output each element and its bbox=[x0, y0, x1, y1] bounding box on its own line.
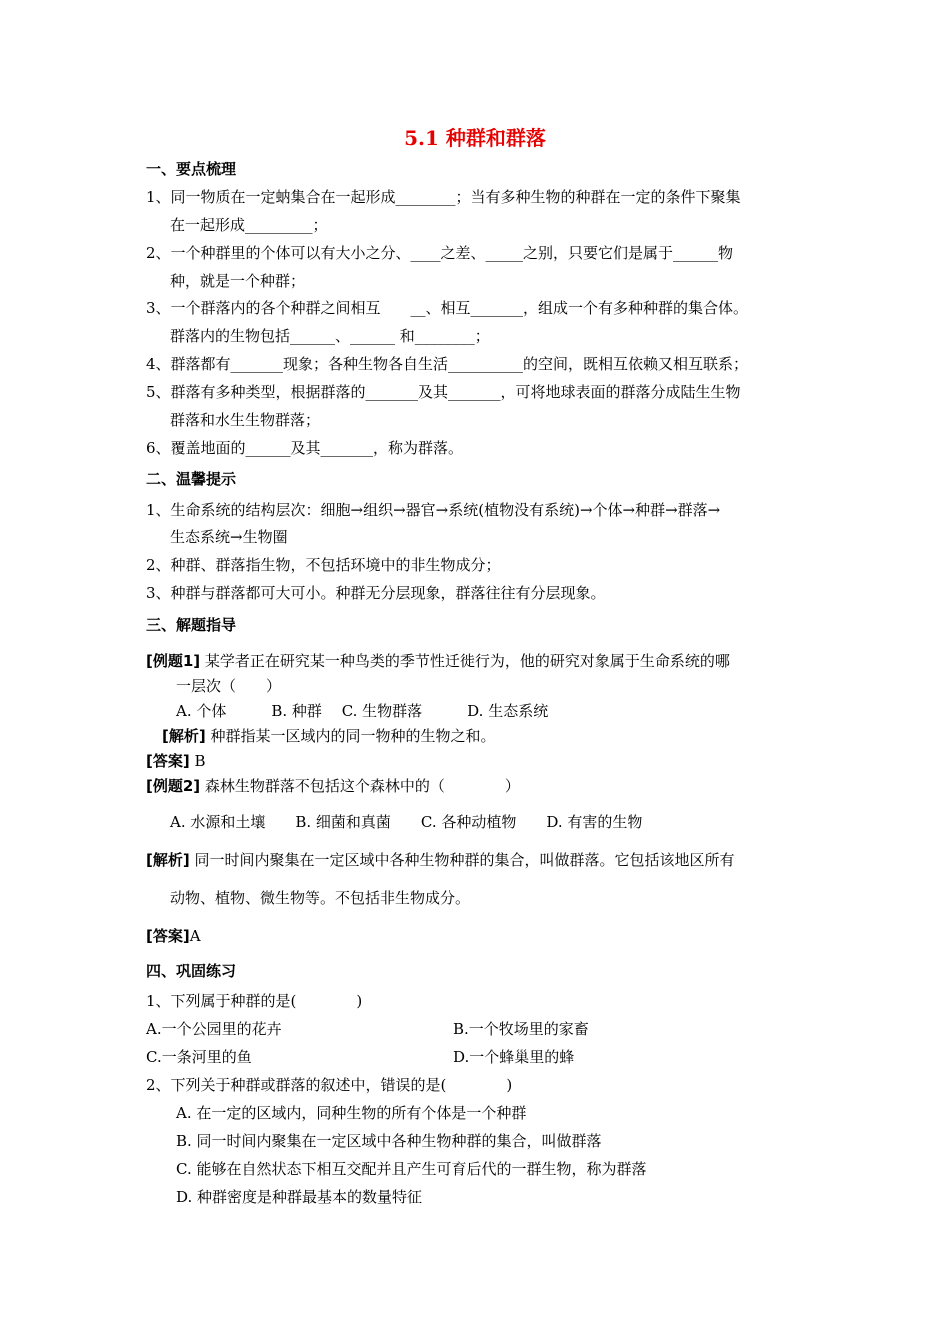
text-line: 一层次（ ） bbox=[176, 677, 282, 695]
options-line: A. 个体 B. 种群 C. 生物群落 D. 生态系统 bbox=[176, 702, 549, 720]
text-line: 3、种群与群落都可大可小。种群无分层现象，群落往往有分层现象。 bbox=[146, 584, 606, 602]
option-c: C.一条河里的鱼 bbox=[146, 1048, 252, 1066]
option-a: A. 在一定的区域内，同种生物的所有个体是一个种群 bbox=[176, 1104, 527, 1122]
option-a: A.一个公园里的花卉 bbox=[146, 1020, 282, 1038]
question-1: 1、下列属于种群的是( ) bbox=[146, 992, 363, 1010]
text-line: 种，就是一个种群； bbox=[170, 272, 306, 290]
answer-label: [答案] bbox=[146, 927, 190, 945]
text-line: 群落和水生生物群落； bbox=[170, 411, 321, 429]
text-line: 4、群落都有_______现象；各种生物各自生活__________的空间，既相互依赖又相互联系； bbox=[146, 355, 749, 373]
section-heading-3: 三、解题指导 bbox=[146, 616, 237, 634]
text-line: 1、同一物质在一定蚋集合在一起形成________；当有多种生物的种群在一定的条件下聚集 bbox=[146, 188, 741, 206]
option-b: B. 同一时间内聚集在一定区域中各种生物种群的集合，叫做群落 bbox=[176, 1132, 602, 1150]
text-line: 动物、植物、微生物等。不包括非生物成分。 bbox=[170, 889, 471, 907]
example-label: [例题2] bbox=[146, 777, 201, 795]
text-line: 3、一个群落内的各个种群之间相互 __、相互_______，组成一个有多种种群的集合体。 bbox=[146, 299, 749, 317]
example-2 bbox=[146, 775, 520, 797]
answer-text: A bbox=[189, 927, 201, 945]
page-title: 5.1 种群和群落 bbox=[404, 126, 546, 150]
analysis-text: 同一时间内聚集在一定区域中各种生物种群的集合，叫做群落。它包括该地区所有 bbox=[189, 851, 735, 869]
option-d: D.一个蜂巢里的蜂 bbox=[453, 1048, 575, 1066]
answer-text: B bbox=[189, 752, 206, 770]
text-line: 1、生命系统的结构层次：细胞→组织→器官→系统(植物没有系统)→个体→种群→群落→ bbox=[146, 501, 721, 519]
text-line: 生态系统→生物圈 bbox=[170, 528, 288, 546]
analysis-text: 种群指某一区域内的同一物种的生物之和。 bbox=[205, 727, 496, 745]
example-label: [例题1] bbox=[146, 652, 201, 670]
section-heading-2: 二、温馨提示 bbox=[146, 470, 237, 488]
options-line: A. 水源和土壤 B. 细菌和真菌 C. 各种动植物 D. 有害的生物 bbox=[170, 813, 643, 831]
answer-label: [答案] bbox=[146, 752, 190, 770]
example-1 bbox=[146, 650, 730, 672]
answer-2 bbox=[146, 925, 201, 947]
question-2: 2、下列关于种群或群落的叙述中，错误的是( ) bbox=[146, 1076, 513, 1094]
example-text: 森林生物群落不包括这个森林中的（ ） bbox=[200, 777, 520, 795]
option-b: B.一个牧场里的家畜 bbox=[453, 1020, 589, 1038]
analysis-label: [解析] bbox=[146, 851, 190, 869]
section-heading-4: 四、巩固练习 bbox=[146, 962, 237, 980]
section-heading-1: 一、要点梳理 bbox=[146, 160, 237, 178]
option-d: D. 种群密度是种群最基本的数量特征 bbox=[176, 1188, 423, 1206]
text-line: 群落内的生物包括______、______ 和________； bbox=[170, 327, 490, 345]
text-line: 2、一个种群里的个体可以有大小之分、____之差、_____之别，只要它们是属于______物 bbox=[146, 244, 734, 262]
option-c: C. 能够在自然状态下相互交配并且产生可育后代的一群生物，称为群落 bbox=[176, 1160, 647, 1178]
example-text: 某学者正在研究某一种鸟类的季节性迁徙行为，他的研究对象属于生命系统的哪 bbox=[200, 652, 730, 670]
analysis-2 bbox=[146, 849, 735, 871]
text-line: 2、种群、群落指生物，不包括环境中的非生物成分； bbox=[146, 556, 501, 574]
answer-1 bbox=[146, 750, 206, 772]
text-line: 6、覆盖地面的______及其_______，称为群落。 bbox=[146, 439, 464, 457]
analysis-label: [解析] bbox=[162, 727, 206, 745]
text-line: 在一起形成_________； bbox=[170, 216, 328, 234]
analysis-1 bbox=[162, 725, 496, 747]
text-line: 5、群落有多种类型，根据群落的_______及其_______，可将地球表面的群落分成陆生生物 bbox=[146, 383, 741, 401]
